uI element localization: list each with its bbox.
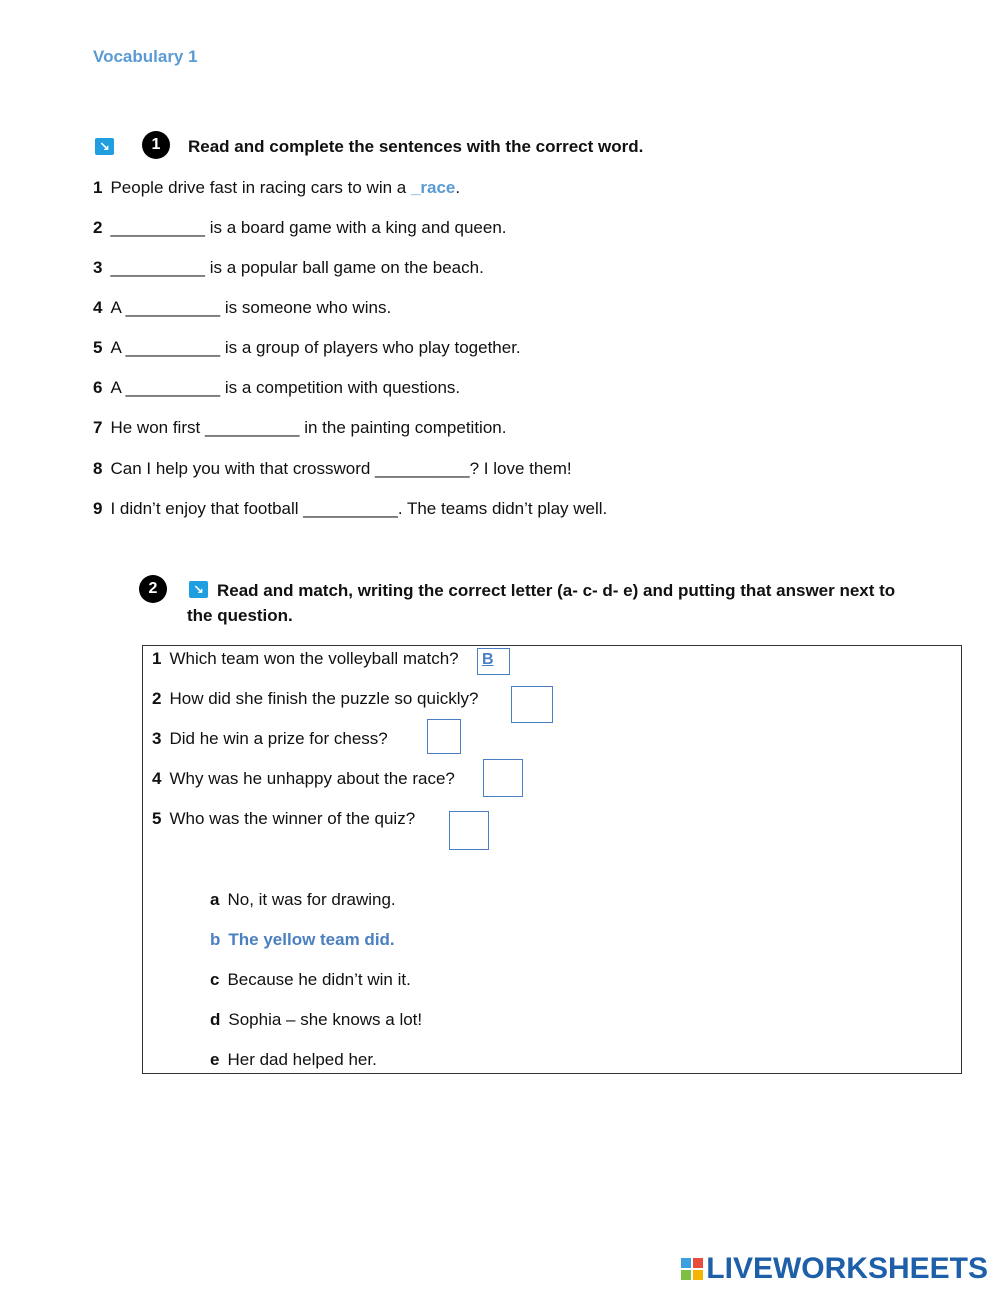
sentence-5: 5 A __________ is a group of players who play together. (93, 338, 521, 357)
arrow-badge-icon: ↘ (95, 138, 114, 155)
sentence-6: 6 A __________ is a competition with questions. (93, 378, 461, 397)
sentence-4: 4 A __________ is someone who wins. (93, 298, 392, 317)
exercise-2-instruction-line2: the question. (187, 606, 293, 625)
question-2: 2 How did she finish the puzzle so quickly? (152, 689, 479, 708)
answer-field-1[interactable]: _race (410, 178, 456, 197)
question-1: 1 Which team won the volleyball match? (152, 649, 459, 668)
answer-field-3[interactable]: __________ (110, 258, 206, 277)
option-b: b The yellow team did. (210, 930, 395, 949)
match-answer-box-3[interactable] (427, 719, 461, 754)
liveworksheets-logo[interactable] (681, 1252, 988, 1286)
option-e: e Her dad helped her. (210, 1050, 377, 1069)
logo-cell (693, 1258, 703, 1268)
answer-field-8[interactable]: __________ (375, 459, 470, 478)
match-answer-box-5[interactable] (449, 811, 489, 850)
sentence-9: 9 I didn’t enjoy that football __________. The teams didn’t play well. (93, 499, 608, 518)
question-3: 3 Did he win a prize for chess? (152, 729, 388, 748)
sentence-8: 8 Can I help you with that crossword __________? I love them! (93, 459, 572, 478)
match-answer-box-4[interactable] (483, 759, 523, 797)
page-title: Vocabulary 1 (93, 47, 198, 66)
sentence-3: 3 __________ is a popular ball game on the beach. (93, 258, 484, 277)
sentence-2: 2 __________ is a board game with a king and queen. (93, 218, 507, 237)
answer-field-2[interactable]: __________ (110, 218, 206, 237)
logo-cell (681, 1258, 691, 1268)
answer-field-7[interactable]: __________ (204, 418, 300, 437)
exercise-1-instruction: Read and complete the sentences with the correct word. (188, 137, 644, 156)
option-c: c Because he didn’t win it. (210, 970, 411, 989)
logo-text: LIVEWORKSHEETS (706, 1252, 988, 1285)
exercise-2-instruction-line1: Read and match, writing the correct letter (a- c- d- e) and putting that answer next to (217, 581, 896, 600)
question-4: 4 Why was he unhappy about the race? (152, 769, 455, 788)
answer-field-5[interactable]: __________ (125, 338, 221, 357)
exercise-number-2: 2 (139, 575, 167, 603)
logo-cell (681, 1270, 691, 1280)
match-answer-box-1[interactable]: B (477, 648, 510, 675)
question-5: 5 Who was the winner of the quiz? (152, 809, 416, 828)
option-d: d Sophia – she knows a lot! (210, 1010, 423, 1029)
logo-grid-icon (681, 1258, 703, 1280)
match-answer-box-2[interactable] (511, 686, 553, 723)
sentence-1: 1 People drive fast in racing cars to win a _race. (93, 178, 461, 197)
logo-cell (693, 1270, 703, 1280)
arrow-badge-icon: ↘ (189, 581, 208, 598)
exercise-number-1: 1 (142, 131, 170, 159)
answer-field-6[interactable]: __________ (125, 378, 221, 397)
sentence-7: 7 He won first __________ in the painting competition. (93, 418, 507, 437)
answer-field-9[interactable]: __________ (303, 499, 398, 518)
option-a: a No, it was for drawing. (210, 890, 396, 909)
answer-field-4[interactable]: __________ (125, 298, 221, 317)
